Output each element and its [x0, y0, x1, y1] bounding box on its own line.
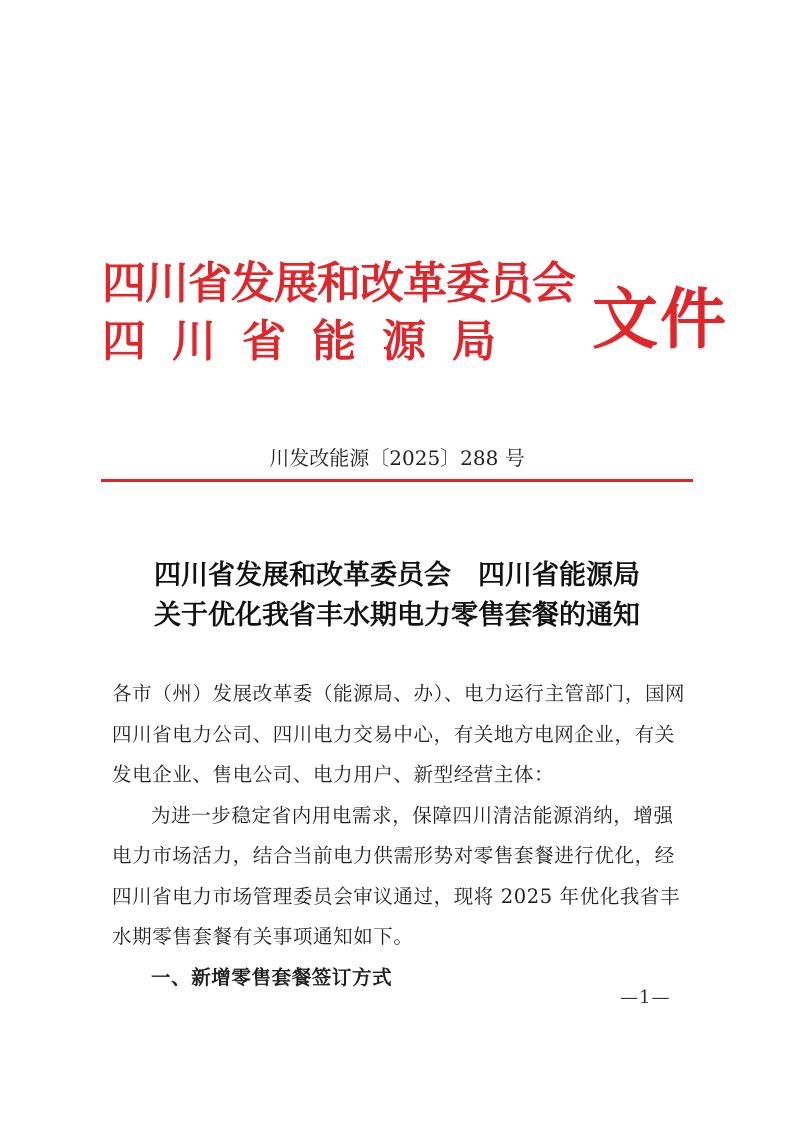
- page-number: —1—: [620, 987, 671, 1008]
- document-number: 川发改能源〔2025〕288 号: [269, 446, 525, 470]
- title-line-1: 四川省发展和改革委员会 四川省能源局: [154, 560, 640, 591]
- issuing-authorities: [102, 258, 582, 368]
- issuer-line-2: 四川省能源局: [102, 316, 522, 367]
- issuer-line-1: 四川省发展和改革委员会: [102, 258, 575, 309]
- notice-body: [112, 674, 692, 998]
- recipients-paragraph: 各市（州）发展改革委（能源局、办）、电力运行主管部门，国网四川省电力公司、四川电力交易中心，有关地方电网企业，有关发电企业、售电公司、电力用户、新型经营主体：: [112, 682, 686, 786]
- notice-title: [60, 556, 734, 636]
- title-line-2: 关于优化我省丰水期电力零售套餐的通知: [154, 600, 640, 631]
- section-heading-1: 一、新增零售套餐签订方式: [151, 965, 393, 989]
- document-suffix: 文件: [592, 281, 728, 358]
- intro-paragraph: 为进一步稳定省内用电需求，保障四川清洁能源消纳，增强电力市场活力，结合当前电力供需形势对零售套餐进行优化，经四川省电力市场管理委员会审议通过，现将 2025 年优化我省丰水期零售套餐有关事项通知如下。: [112, 803, 681, 948]
- red-separator-line: [101, 479, 693, 482]
